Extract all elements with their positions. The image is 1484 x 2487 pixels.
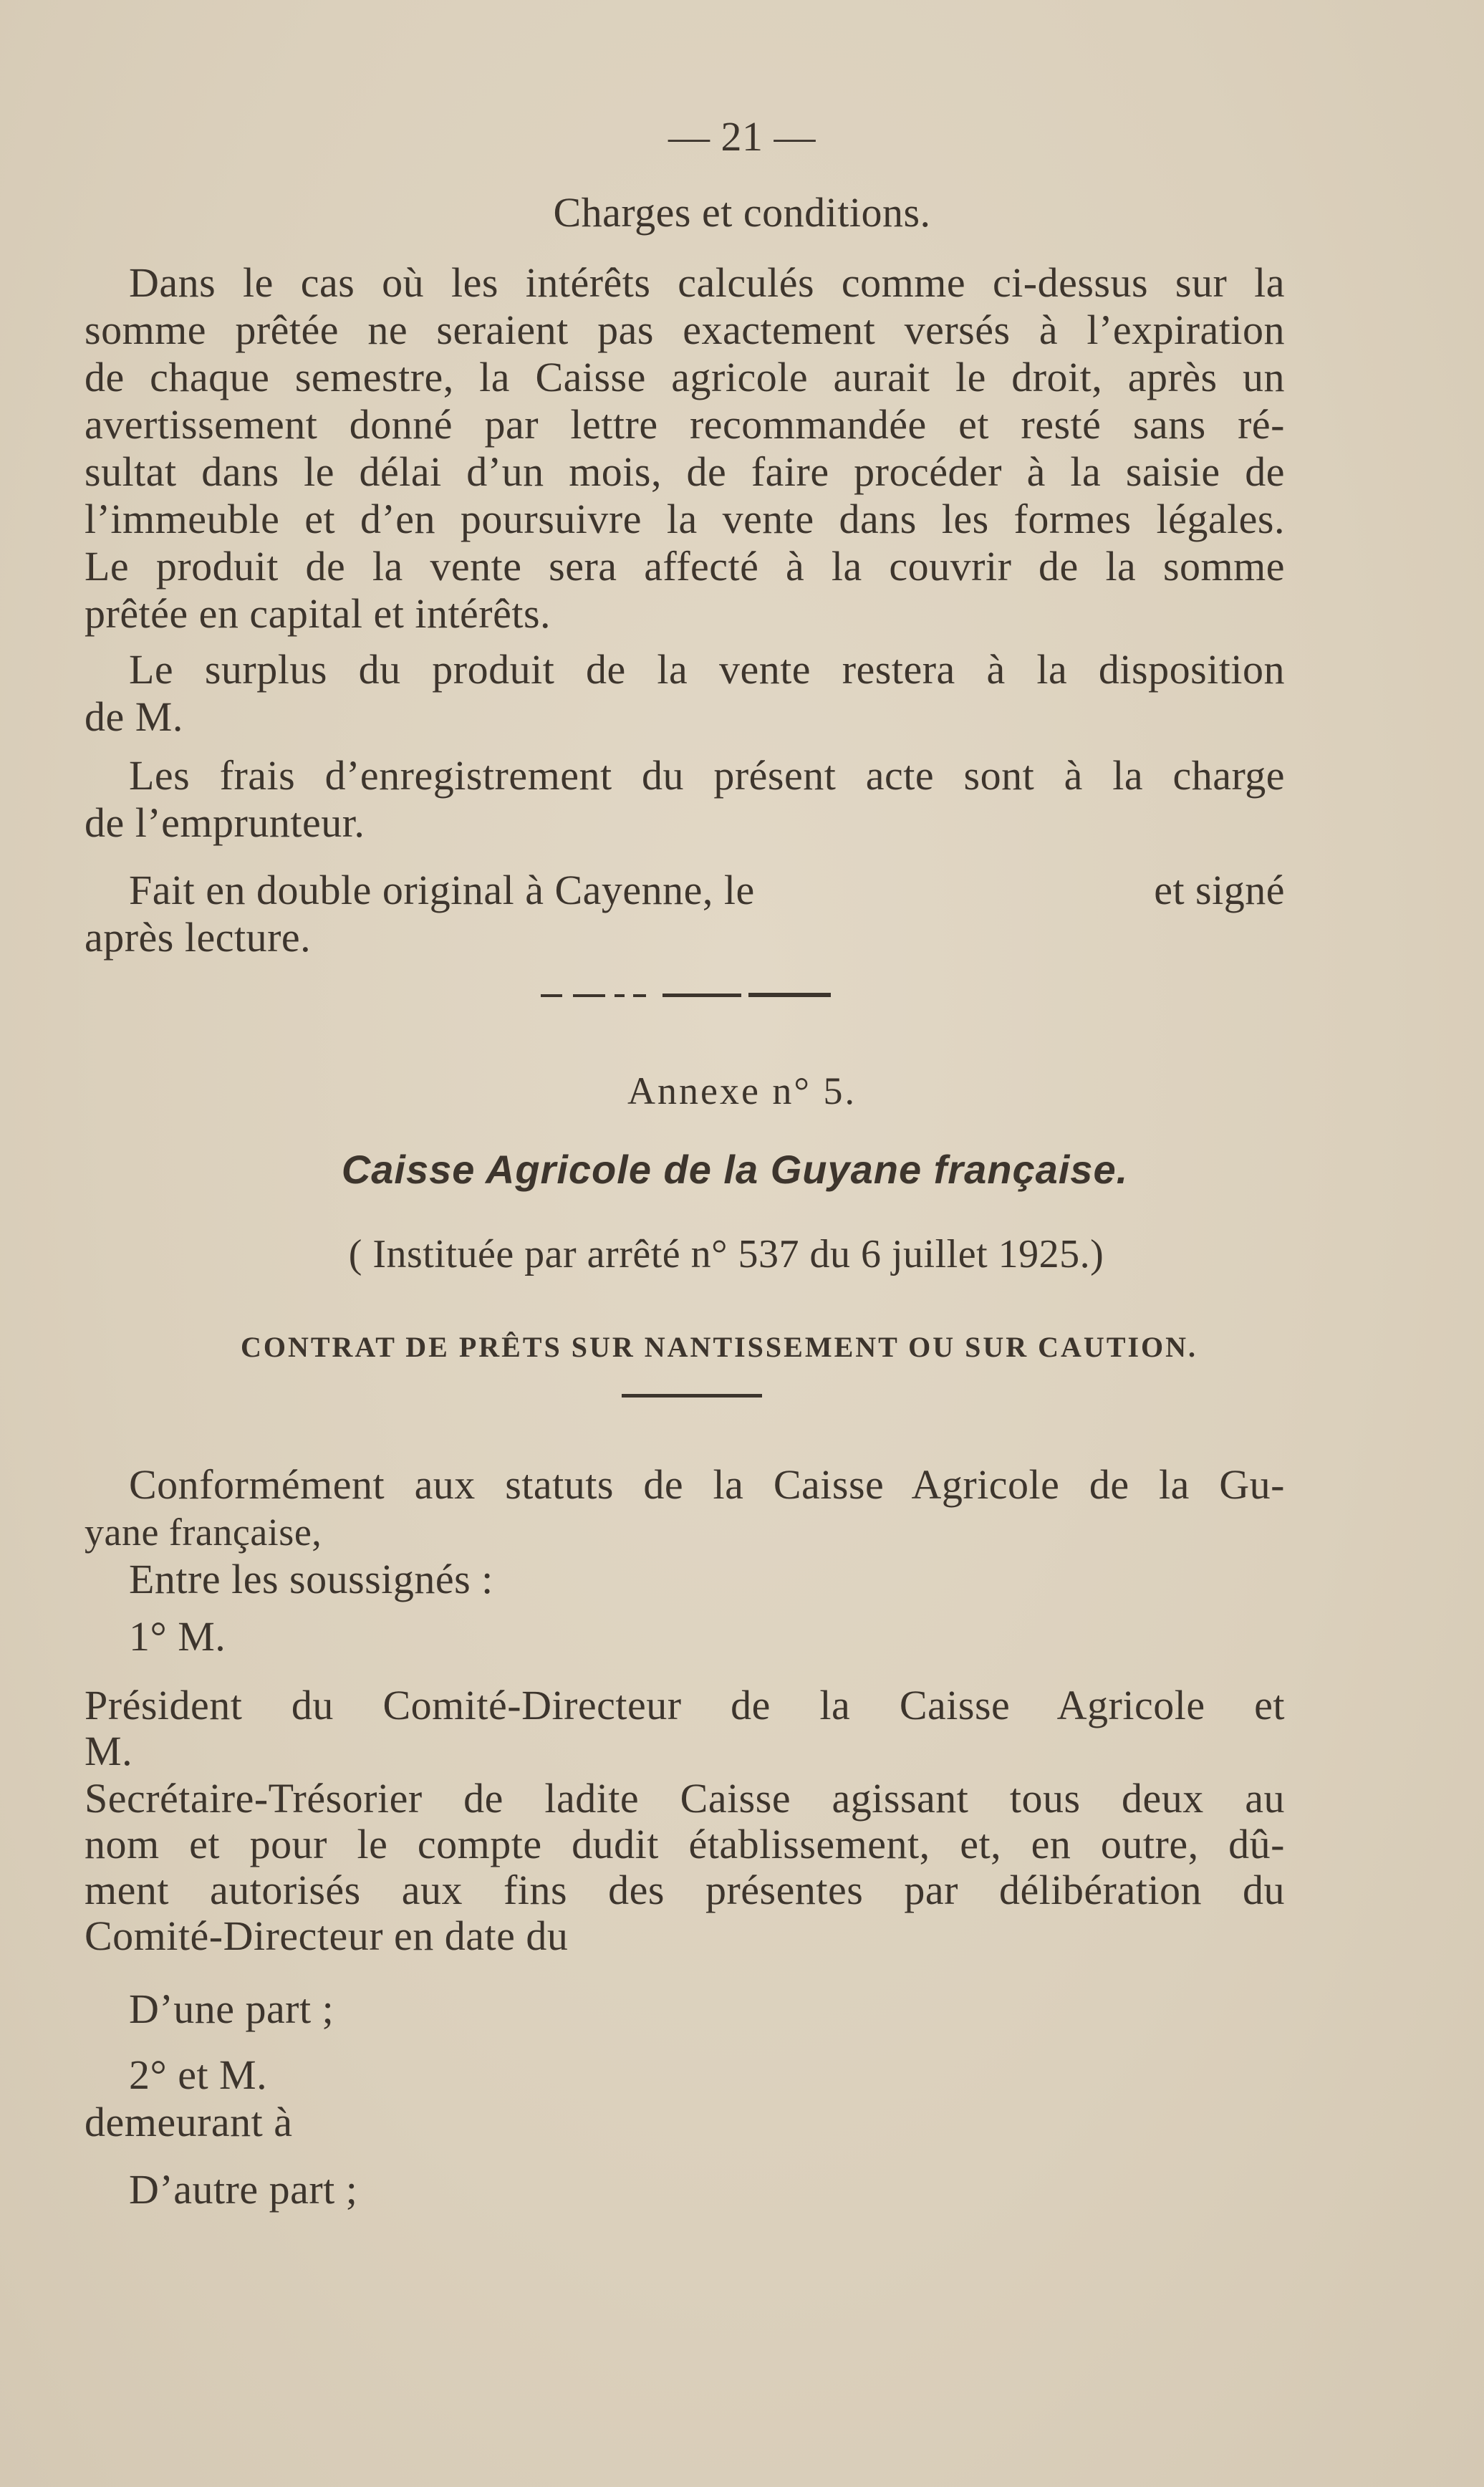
page-number: — 21 —: [668, 113, 816, 160]
paragraph-line: Conformément aux statuts de la Caisse Agricole de la Gu-: [129, 1461, 1285, 1508]
section-heading: Charges et conditions.: [553, 189, 931, 236]
paragraph-line: de chaque semestre, la Caisse agricole aurait le droit, après un: [85, 354, 1285, 400]
party-one-label: 1° M.: [129, 1613, 226, 1660]
organization-title: Caisse Agricole de la Guyane française.: [341, 1147, 1129, 1192]
paragraph-line: de M.: [85, 693, 183, 740]
paragraph-line: après lecture.: [85, 914, 312, 961]
other-part-label: D’autre part ;: [129, 2166, 358, 2213]
contract-title: CONTRAT DE PRÊTS SUR NANTISSEMENT OU SUR CAUTION.: [240, 1331, 1198, 1363]
institution-note: ( Instituée par arrêté n° 537 du 6 juillet 1925.): [348, 1232, 1104, 1276]
paragraph-line: somme prêtée ne seraient pas exactement versés à l’expiration: [85, 307, 1285, 353]
paragraph-line: Secrétaire-Trésorier de ladite Caisse agissant tous deux au: [85, 1775, 1285, 1822]
paragraph-line: nom et pour le compte dudit établissement, et, en outre, dû-: [85, 1821, 1285, 1867]
residence-label: demeurant à: [85, 2099, 293, 2145]
paragraph-line: l’immeuble et d’en poursuivre la vente dans les formes légales.: [85, 496, 1285, 542]
annex-title: Annexe n° 5.: [627, 1069, 857, 1112]
paragraph-line: Les frais d’enregistrement du présent acte sont à la charge: [129, 752, 1285, 799]
paragraph-line: Le surplus du produit de la vente restera à la disposition: [129, 646, 1285, 693]
paragraph-line: Le produit de la vente sera affecté à la couvrir de la somme: [85, 543, 1285, 590]
paragraph-line: Dans le cas où les intérêts calculés comme ci-dessus sur la: [129, 259, 1285, 306]
paragraph-line: Président du Comité-Directeur de la Caisse Agricole et: [85, 1682, 1285, 1728]
paragraph-line: sultat dans le délai d’un mois, de faire procéder à la saisie de: [85, 448, 1285, 495]
paragraph-line: prêtée en capital et intérêts.: [85, 590, 551, 637]
paragraph-line: yane française,: [85, 1511, 322, 1554]
title-underline: [622, 1394, 762, 1398]
paragraph-line: avertissement donné par lettre recommandée et resté sans ré-: [85, 401, 1285, 448]
paragraph-line: M.: [85, 1728, 133, 1774]
paragraph-line: et signé: [1154, 867, 1285, 913]
paragraph-line: Comité-Directeur en date du: [85, 1913, 569, 1959]
paragraph-line: Fait en double original à Cayenne, le: [129, 867, 755, 913]
paragraph-line: de l’emprunteur.: [85, 799, 365, 846]
paragraph-line: ment autorisés aux fins des présentes par délibération du: [85, 1867, 1285, 1913]
paragraph-line: Entre les soussignés :: [129, 1556, 493, 1602]
one-part-label: D’une part ;: [129, 1986, 334, 2032]
party-two-label: 2° et M.: [129, 2051, 268, 2098]
